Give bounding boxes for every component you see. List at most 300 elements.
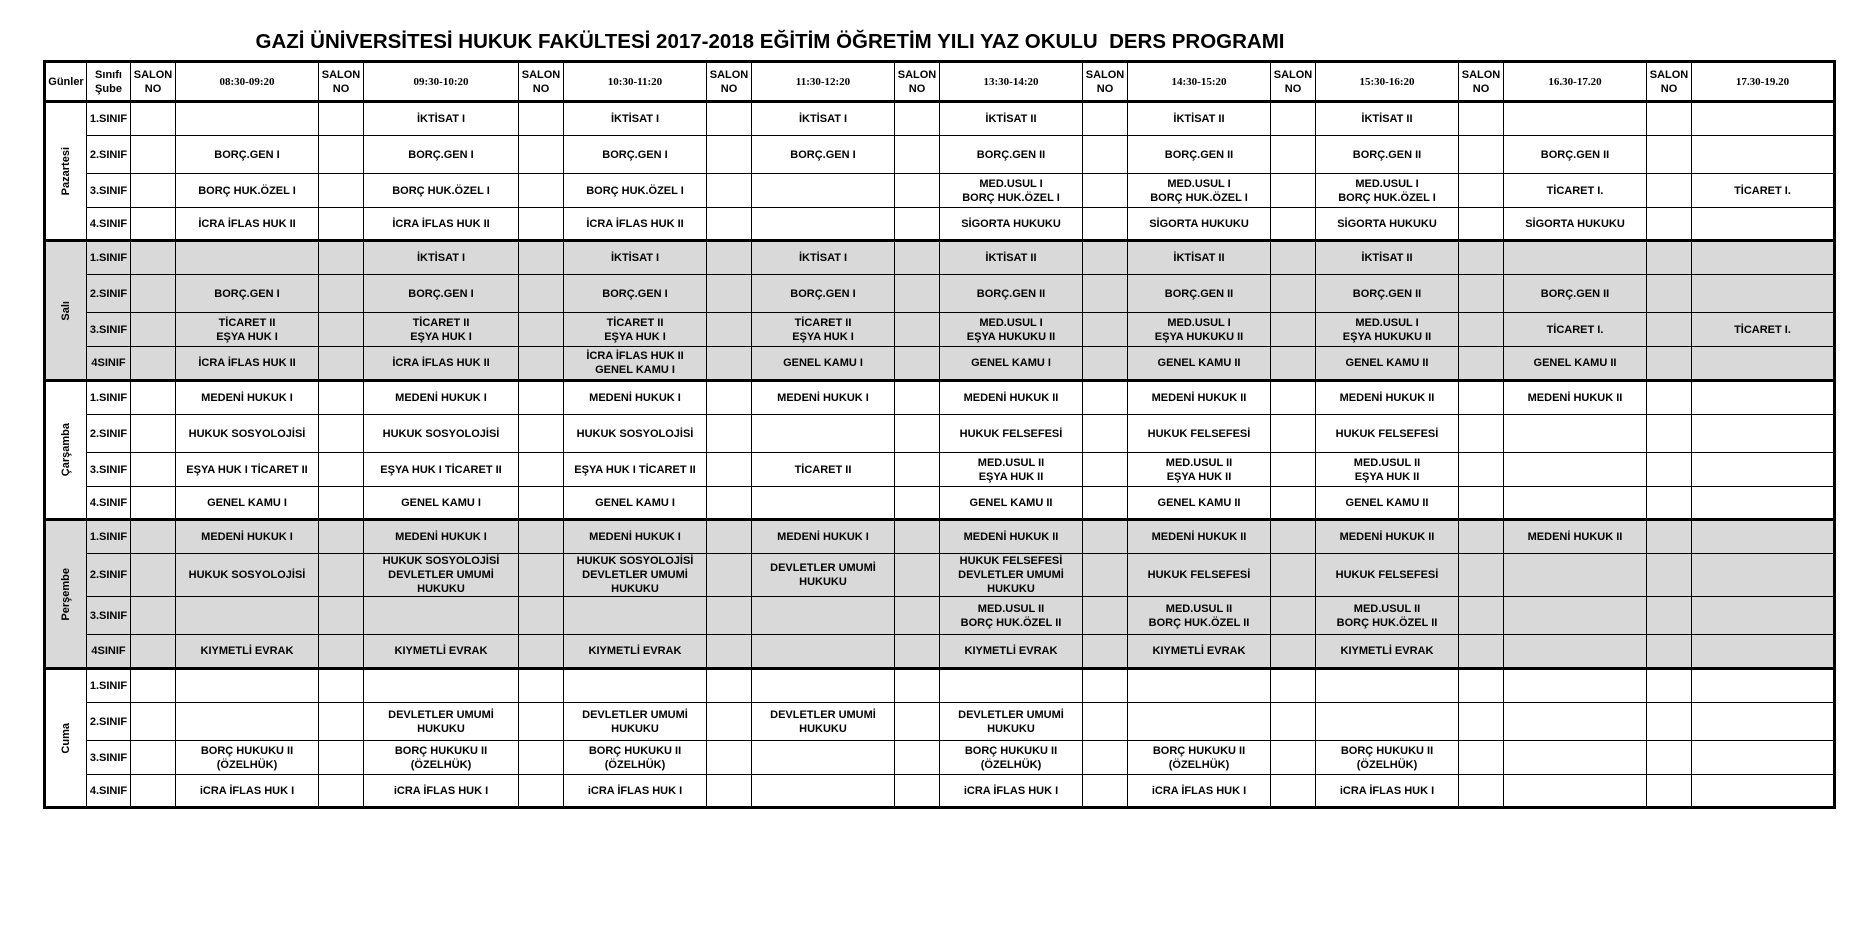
class-label: 3.SINIF [87, 597, 131, 635]
salon-cell [1271, 635, 1316, 669]
salon-cell [707, 775, 752, 808]
salon-cell [319, 669, 364, 703]
header-slot: 15:30-16:20 [1316, 62, 1459, 102]
class-label: 3.SINIF [87, 741, 131, 775]
schedule-row [45, 174, 1835, 208]
schedule-table [43, 60, 1836, 809]
course-cell [1692, 554, 1835, 597]
course-cell: BORÇ.GEN I [752, 275, 895, 313]
salon-cell [1647, 775, 1692, 808]
salon-cell [319, 635, 364, 669]
class-label: 1.SINIF [87, 669, 131, 703]
class-label: 1.SINIF [87, 381, 131, 415]
course-cell [752, 597, 895, 635]
course-cell [1128, 669, 1271, 703]
salon-cell [895, 703, 940, 741]
salon-cell [131, 174, 176, 208]
course-cell: İCRA İFLAS HUK II [364, 208, 519, 241]
salon-cell [707, 174, 752, 208]
course-cell: HUKUK FELSEFESİ [1128, 415, 1271, 453]
course-cell [940, 669, 1083, 703]
salon-cell [707, 597, 752, 635]
salon-cell [1271, 453, 1316, 487]
header-slot: 09:30-10:20 [364, 62, 519, 102]
course-cell: MED.USUL II BORÇ HUK.ÖZEL II [1128, 597, 1271, 635]
header-slot: 16.30-17.20 [1504, 62, 1647, 102]
course-cell: BORÇ.GEN I [364, 136, 519, 174]
class-label: 2.SINIF [87, 554, 131, 597]
salon-cell [1647, 635, 1692, 669]
course-cell [176, 102, 319, 136]
course-cell: TİCARET I. [1692, 313, 1835, 347]
course-cell [1692, 415, 1835, 453]
salon-cell [895, 381, 940, 415]
salon-cell [895, 635, 940, 669]
salon-cell [519, 669, 564, 703]
course-cell [752, 635, 895, 669]
salon-cell [319, 487, 364, 520]
course-cell: BORÇ.GEN I [564, 136, 707, 174]
course-cell [1504, 554, 1647, 597]
course-cell: MEDENİ HUKUK II [1128, 520, 1271, 554]
course-cell [1504, 241, 1647, 275]
course-cell: İKTİSAT II [1128, 102, 1271, 136]
salon-cell [131, 487, 176, 520]
salon-cell [1271, 241, 1316, 275]
salon-cell [1271, 741, 1316, 775]
salon-cell [131, 635, 176, 669]
salon-cell [131, 381, 176, 415]
course-cell: BORÇ HUKUKU II (ÖZELHÜK) [1128, 741, 1271, 775]
salon-cell [1083, 102, 1128, 136]
salon-cell [519, 597, 564, 635]
salon-cell [519, 703, 564, 741]
salon-cell [1271, 275, 1316, 313]
salon-cell [1083, 669, 1128, 703]
salon-cell [519, 275, 564, 313]
course-cell: GENEL KAMU II [1316, 347, 1459, 381]
salon-cell [1271, 381, 1316, 415]
course-cell: KIYMETLİ EVRAK [364, 635, 519, 669]
course-cell: MEDENİ HUKUK I [752, 520, 895, 554]
schedule-row [45, 597, 1835, 635]
salon-cell [319, 554, 364, 597]
header-salon: SALON NO [1083, 62, 1128, 102]
course-cell: İKTİSAT II [940, 102, 1083, 136]
salon-cell [131, 703, 176, 741]
salon-cell [131, 313, 176, 347]
schedule-row [45, 520, 1835, 554]
course-cell: SİGORTA HUKUKU [1504, 208, 1647, 241]
course-cell: KIYMETLİ EVRAK [564, 635, 707, 669]
class-label: 1.SINIF [87, 102, 131, 136]
course-cell [1504, 635, 1647, 669]
schedule-row [45, 313, 1835, 347]
salon-cell [319, 597, 364, 635]
header-salon: SALON NO [707, 62, 752, 102]
course-cell [752, 487, 895, 520]
salon-cell [1271, 775, 1316, 808]
salon-cell [895, 136, 940, 174]
course-cell [1692, 136, 1835, 174]
salon-cell [707, 241, 752, 275]
course-cell: GENEL KAMU II [1128, 487, 1271, 520]
class-label: 4SINIF [87, 347, 131, 381]
salon-cell [1083, 741, 1128, 775]
class-label: 2.SINIF [87, 136, 131, 174]
day-label [45, 241, 87, 381]
day-label [45, 102, 87, 241]
salon-cell [1459, 635, 1504, 669]
day-name: Çarşamba [60, 423, 72, 477]
salon-cell [1647, 381, 1692, 415]
salon-cell [131, 415, 176, 453]
salon-cell [707, 635, 752, 669]
schedule-row [45, 136, 1835, 174]
course-cell: TİCARET II EŞYA HUK I [176, 313, 319, 347]
course-cell: MED.USUL II BORÇ HUK.ÖZEL II [940, 597, 1083, 635]
course-cell [1504, 703, 1647, 741]
course-cell: MEDENİ HUKUK II [1504, 381, 1647, 415]
course-cell: TİCARET I. [1504, 313, 1647, 347]
salon-cell [895, 208, 940, 241]
course-cell: BORÇ.GEN II [1504, 275, 1647, 313]
salon-cell [1271, 415, 1316, 453]
salon-cell [1271, 136, 1316, 174]
salon-cell [895, 453, 940, 487]
course-cell: MED.USUL I EŞYA HUKUKU II [940, 313, 1083, 347]
salon-cell [1083, 174, 1128, 208]
salon-cell [519, 520, 564, 554]
salon-cell [1459, 741, 1504, 775]
course-cell: MED.USUL I EŞYA HUKUKU II [1316, 313, 1459, 347]
salon-cell [319, 703, 364, 741]
class-label: 1.SINIF [87, 520, 131, 554]
salon-cell [895, 415, 940, 453]
salon-cell [1083, 415, 1128, 453]
course-cell: HUKUK FELSEFESİ [1128, 554, 1271, 597]
course-cell [1692, 381, 1835, 415]
salon-cell [519, 554, 564, 597]
course-cell [1692, 453, 1835, 487]
course-cell: BORÇ.GEN II [1504, 136, 1647, 174]
course-cell [1692, 520, 1835, 554]
course-cell: İKTİSAT II [1128, 241, 1271, 275]
course-cell [1128, 703, 1271, 741]
salon-cell [895, 102, 940, 136]
course-cell: HUKUK FELSEFESİ [940, 415, 1083, 453]
salon-cell [895, 174, 940, 208]
course-cell: BORÇ.GEN II [940, 275, 1083, 313]
course-cell [1692, 102, 1835, 136]
course-cell: GENEL KAMU I [564, 487, 707, 520]
salon-cell [707, 102, 752, 136]
course-cell: MEDENİ HUKUK I [564, 381, 707, 415]
day-name: Salı [60, 300, 72, 321]
salon-cell [1459, 136, 1504, 174]
salon-cell [1647, 241, 1692, 275]
salon-cell [1647, 487, 1692, 520]
course-cell: MEDENİ HUKUK I [176, 520, 319, 554]
course-cell: HUKUK FELSEFESİ [1316, 554, 1459, 597]
course-cell: GENEL KAMU II [1504, 347, 1647, 381]
course-cell: iCRA İFLAS HUK I [364, 775, 519, 808]
salon-cell [319, 741, 364, 775]
salon-cell [319, 347, 364, 381]
salon-cell [519, 136, 564, 174]
course-cell [752, 669, 895, 703]
day-label [45, 381, 87, 520]
day-name: Cuma [60, 722, 72, 754]
course-cell: HUKUK SOSYOLOJİSİ [564, 415, 707, 453]
course-cell: KIYMETLİ EVRAK [1128, 635, 1271, 669]
salon-cell [519, 487, 564, 520]
salon-cell [519, 241, 564, 275]
course-cell: MEDENİ HUKUK II [940, 520, 1083, 554]
course-cell: İCRA İFLAS HUK II [364, 347, 519, 381]
course-cell: İKTİSAT I [564, 102, 707, 136]
header-slot: 08:30-09:20 [176, 62, 319, 102]
course-cell [176, 597, 319, 635]
salon-cell [519, 415, 564, 453]
course-cell: BORÇ.GEN II [1128, 275, 1271, 313]
course-cell: MED.USUL I EŞYA HUKUKU II [1128, 313, 1271, 347]
salon-cell [1647, 347, 1692, 381]
course-cell [1692, 347, 1835, 381]
course-cell [1692, 635, 1835, 669]
schedule-row [45, 487, 1835, 520]
course-cell: MED.USUL II EŞYA HUK II [940, 453, 1083, 487]
course-cell: MED.USUL II EŞYA HUK II [1128, 453, 1271, 487]
salon-cell [319, 381, 364, 415]
salon-cell [1647, 415, 1692, 453]
salon-cell [1459, 208, 1504, 241]
salon-cell [131, 347, 176, 381]
course-cell: MED.USUL II BORÇ HUK.ÖZEL II [1316, 597, 1459, 635]
course-cell: MED.USUL I BORÇ HUK.ÖZEL I [1128, 174, 1271, 208]
salon-cell [1647, 313, 1692, 347]
course-cell: HUKUK SOSYOLOJİSİ DEVLETLER UMUMİ HUKUKU [564, 554, 707, 597]
salon-cell [131, 554, 176, 597]
course-cell: BORÇ.GEN II [1316, 136, 1459, 174]
salon-cell [319, 453, 364, 487]
salon-cell [131, 241, 176, 275]
course-cell: EŞYA HUK I TİCARET II [364, 453, 519, 487]
course-cell: GENEL KAMU I [364, 487, 519, 520]
schedule-row [45, 208, 1835, 241]
schedule-row [45, 453, 1835, 487]
salon-cell [1647, 102, 1692, 136]
salon-cell [707, 487, 752, 520]
course-cell [1504, 415, 1647, 453]
salon-cell [319, 415, 364, 453]
header-salon: SALON NO [1271, 62, 1316, 102]
course-cell: İCRA İFLAS HUK II [176, 347, 319, 381]
course-cell [1316, 669, 1459, 703]
salon-cell [1647, 669, 1692, 703]
salon-cell [707, 208, 752, 241]
salon-cell [319, 102, 364, 136]
salon-cell [519, 381, 564, 415]
course-cell: HUKUK SOSYOLOJİSİ [176, 415, 319, 453]
salon-cell [1647, 741, 1692, 775]
salon-cell [519, 174, 564, 208]
salon-cell [895, 275, 940, 313]
course-cell: DEVLETLER UMUMİ HUKUKU [752, 554, 895, 597]
class-label: 4.SINIF [87, 487, 131, 520]
schedule-row [45, 554, 1835, 597]
header-row [45, 62, 1835, 102]
header-salon: SALON NO [131, 62, 176, 102]
salon-cell [1459, 241, 1504, 275]
course-cell: İCRA İFLAS HUK II GENEL KAMU I [564, 347, 707, 381]
course-cell: BORÇ HUK.ÖZEL I [564, 174, 707, 208]
day-name: Perşembe [60, 567, 72, 621]
salon-cell [131, 775, 176, 808]
course-cell [1692, 775, 1835, 808]
course-cell: MED.USUL II EŞYA HUK II [1316, 453, 1459, 487]
course-cell: İKTİSAT II [1316, 102, 1459, 136]
salon-cell [707, 381, 752, 415]
header-salon: SALON NO [519, 62, 564, 102]
salon-cell [895, 597, 940, 635]
salon-cell [1459, 381, 1504, 415]
salon-cell [707, 554, 752, 597]
schedule-row [45, 275, 1835, 313]
course-cell: DEVLETLER UMUMİ HUKUKU [564, 703, 707, 741]
salon-cell [1647, 453, 1692, 487]
salon-cell [1459, 487, 1504, 520]
course-cell: MEDENİ HUKUK II [1504, 520, 1647, 554]
course-cell: BORÇ HUKUKU II (ÖZELHÜK) [940, 741, 1083, 775]
course-cell [1504, 487, 1647, 520]
course-cell: BORÇ.GEN I [176, 275, 319, 313]
course-cell [176, 703, 319, 741]
salon-cell [895, 741, 940, 775]
course-cell [1692, 741, 1835, 775]
class-label: 3.SINIF [87, 453, 131, 487]
salon-cell [1083, 347, 1128, 381]
course-cell: iCRA İFLAS HUK I [1128, 775, 1271, 808]
course-cell [752, 775, 895, 808]
salon-cell [1459, 102, 1504, 136]
salon-cell [707, 520, 752, 554]
course-cell: TİCARET II EŞYA HUK I [364, 313, 519, 347]
course-cell: İKTİSAT I [752, 102, 895, 136]
course-cell: BORÇ.GEN II [1316, 275, 1459, 313]
salon-cell [131, 741, 176, 775]
salon-cell [707, 136, 752, 174]
salon-cell [319, 208, 364, 241]
salon-cell [1083, 487, 1128, 520]
salon-cell [1083, 453, 1128, 487]
salon-cell [1459, 775, 1504, 808]
course-cell: HUKUK SOSYOLOJİSİ [176, 554, 319, 597]
salon-cell [707, 703, 752, 741]
course-cell [752, 174, 895, 208]
course-cell: İKTİSAT I [364, 241, 519, 275]
course-cell [1692, 669, 1835, 703]
course-cell [564, 597, 707, 635]
salon-cell [707, 415, 752, 453]
course-cell: KIYMETLİ EVRAK [940, 635, 1083, 669]
schedule-row [45, 381, 1835, 415]
course-cell: BORÇ HUK.ÖZEL I [176, 174, 319, 208]
salon-cell [131, 208, 176, 241]
course-cell: HUKUK SOSYOLOJİSİ DEVLETLER UMUMİ HUKUKU [364, 554, 519, 597]
salon-cell [707, 453, 752, 487]
course-cell [752, 208, 895, 241]
salon-cell [1083, 775, 1128, 808]
salon-cell [1271, 313, 1316, 347]
class-label: 4SINIF [87, 635, 131, 669]
salon-cell [1647, 520, 1692, 554]
course-cell [1316, 703, 1459, 741]
course-cell: İCRA İFLAS HUK II [176, 208, 319, 241]
header-slot: 11:30-12:20 [752, 62, 895, 102]
course-cell: MEDENİ HUKUK I [564, 520, 707, 554]
schedule-row [45, 741, 1835, 775]
salon-cell [1459, 313, 1504, 347]
schedule-row [45, 241, 1835, 275]
course-cell [364, 669, 519, 703]
course-cell: MEDENİ HUKUK II [1316, 381, 1459, 415]
salon-cell [519, 347, 564, 381]
course-cell: İKTİSAT II [1316, 241, 1459, 275]
course-cell: TİCARET II EŞYA HUK I [564, 313, 707, 347]
salon-cell [319, 275, 364, 313]
course-cell: İKTİSAT II [940, 241, 1083, 275]
course-cell: HUKUK FELSEFESİ [1316, 415, 1459, 453]
course-cell: iCRA İFLAS HUK I [1316, 775, 1459, 808]
salon-cell [1459, 520, 1504, 554]
salon-cell [319, 136, 364, 174]
course-cell [1504, 453, 1647, 487]
salon-cell [1459, 453, 1504, 487]
course-cell [1692, 597, 1835, 635]
course-cell: SİGORTA HUKUKU [1128, 208, 1271, 241]
salon-cell [895, 313, 940, 347]
day-label [45, 669, 87, 808]
course-cell: GENEL KAMU II [1316, 487, 1459, 520]
salon-cell [1271, 102, 1316, 136]
schedule-row [45, 102, 1835, 136]
course-cell: TİCARET II [752, 453, 895, 487]
salon-cell [1647, 208, 1692, 241]
course-cell: SİGORTA HUKUKU [940, 208, 1083, 241]
salon-cell [1083, 275, 1128, 313]
course-cell [1692, 241, 1835, 275]
salon-cell [1459, 347, 1504, 381]
course-cell [752, 415, 895, 453]
salon-cell [1459, 554, 1504, 597]
schedule-row [45, 415, 1835, 453]
schedule-row [45, 347, 1835, 381]
course-cell: SİGORTA HUKUKU [1316, 208, 1459, 241]
day-label [45, 520, 87, 669]
salon-cell [131, 102, 176, 136]
course-cell: DEVLETLER UMUMİ HUKUKU [940, 703, 1083, 741]
salon-cell [1647, 597, 1692, 635]
salon-cell [895, 775, 940, 808]
salon-cell [131, 669, 176, 703]
schedule-body [45, 102, 1835, 808]
course-cell: DEVLETLER UMUMİ HUKUKU [752, 703, 895, 741]
salon-cell [707, 669, 752, 703]
salon-cell [1271, 703, 1316, 741]
class-label: 2.SINIF [87, 415, 131, 453]
course-cell [1504, 741, 1647, 775]
